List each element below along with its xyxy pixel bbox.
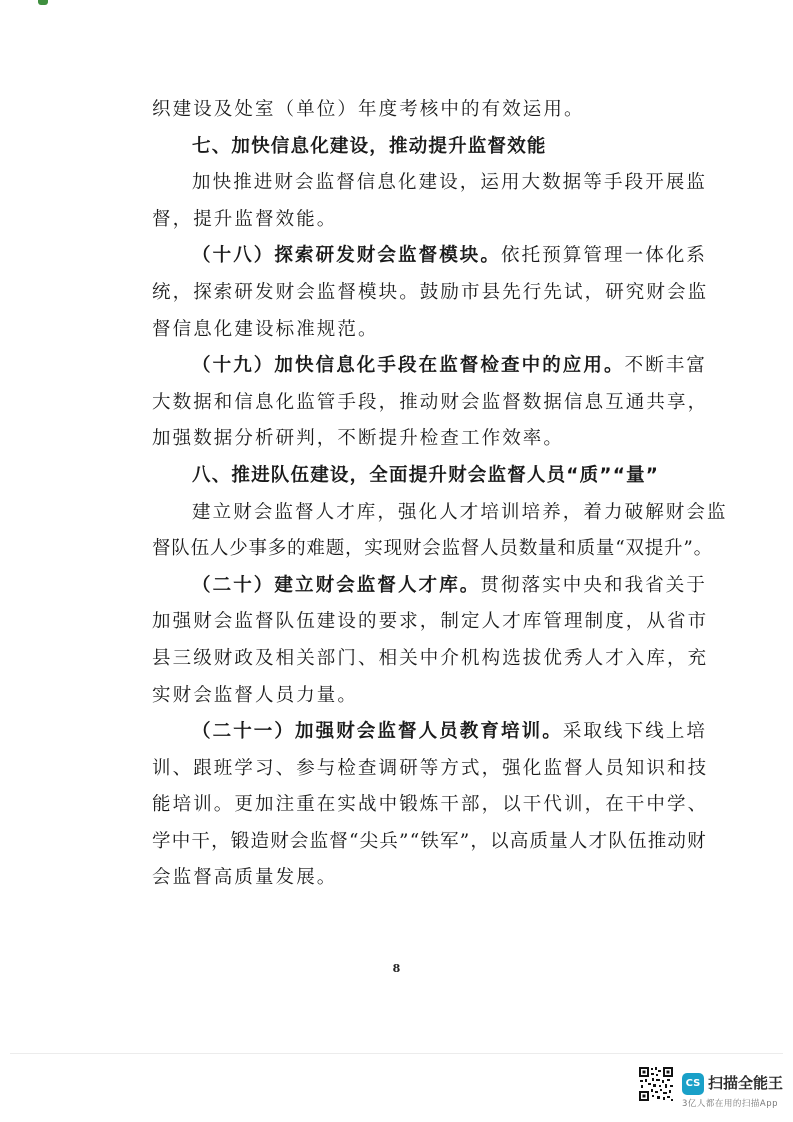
text-line: 加强数据分析研判，不断提升检查工作效率。 [152, 428, 565, 450]
text-line: 会监督高质量发展。 [152, 867, 338, 889]
item-19-title: （十九）加快信息化手段在监督检查中的应用。 [192, 355, 625, 377]
text-line: 实财会监督人员力量。 [152, 684, 359, 706]
item-18-text: 依托预算管理一体化系 [501, 245, 708, 267]
text-line: 统，探索研发财会监督模块。鼓励市县先行先试，研究财会监 [152, 281, 709, 303]
text-line: 督信息化建设标准规范。 [152, 318, 379, 340]
text-line: 学中干，锻造财会监督“尖兵”“铁军”，以高质量人才队伍推动财 [152, 830, 707, 852]
item-20-title: （二十）建立财会监督人才库。 [192, 574, 481, 596]
corner-binding-mark [38, 0, 48, 6]
item-19-line [152, 348, 708, 385]
scanner-watermark [638, 1066, 788, 1110]
item-20-text: 贯彻落实中央和我省关于 [480, 574, 708, 596]
item-19-text: 不断丰富 [624, 355, 708, 377]
text-line: 织建设及处室（单位）年度考核中的有效运用。 [152, 99, 585, 120]
text-line: 大数据和信息化监管手段，推动财会监督数据信息互通共享， [152, 391, 709, 413]
section-heading-7: 七、加快信息化建设，推动提升监督效能 [192, 135, 547, 157]
footer-divider [10, 1053, 783, 1054]
camscanner-logo-icon [682, 1073, 704, 1095]
text-line: 训、跟班学习、参与检查调研等方式，强化监督人员知识和技 [152, 757, 709, 779]
item-18-title: （十八）探索研发财会监督模块。 [192, 245, 502, 267]
body-text [152, 92, 728, 897]
item-20-line [152, 568, 708, 605]
item-21-text: 采取线下线上培 [562, 721, 708, 743]
text-line: 县三级财政及相关部门、相关中介机构选拔优秀人才入库，充 [152, 647, 709, 669]
scanner-brand-name: 扫描全能王 [708, 1074, 784, 1092]
item-18-line [152, 238, 708, 275]
text-line: 督队伍人少事多的难题，实现财会监督人员数量和质量“双提升”。 [152, 538, 713, 560]
camscanner-logo-text: CS [685, 1078, 701, 1089]
qr-code-icon [638, 1066, 674, 1102]
page-number: 8 [392, 962, 401, 975]
section-heading-8: 八、推进队伍建设，全面提升财会监督人员“质”“量” [192, 464, 660, 486]
text-line: 加强财会监督队伍建设的要求，制定人才库管理制度，从省市 [152, 611, 709, 633]
text-line: 建立财会监督人才库，强化人才培训培养，着力破解财会监 [192, 501, 728, 523]
text-line: 能培训。更加注重在实战中锻炼干部，以干代训，在干中学、 [152, 794, 709, 816]
item-21-title: （二十一）加强财会监督人员教育培训。 [192, 721, 563, 743]
text-line: 加快推进财会监督信息化建设，运用大数据等手段开展监 [192, 172, 708, 194]
item-21-line [152, 714, 708, 751]
scanner-slogan: 3亿人都在用的扫描App [682, 1099, 779, 1109]
text-line: 督，提升监督效能。 [152, 208, 338, 230]
